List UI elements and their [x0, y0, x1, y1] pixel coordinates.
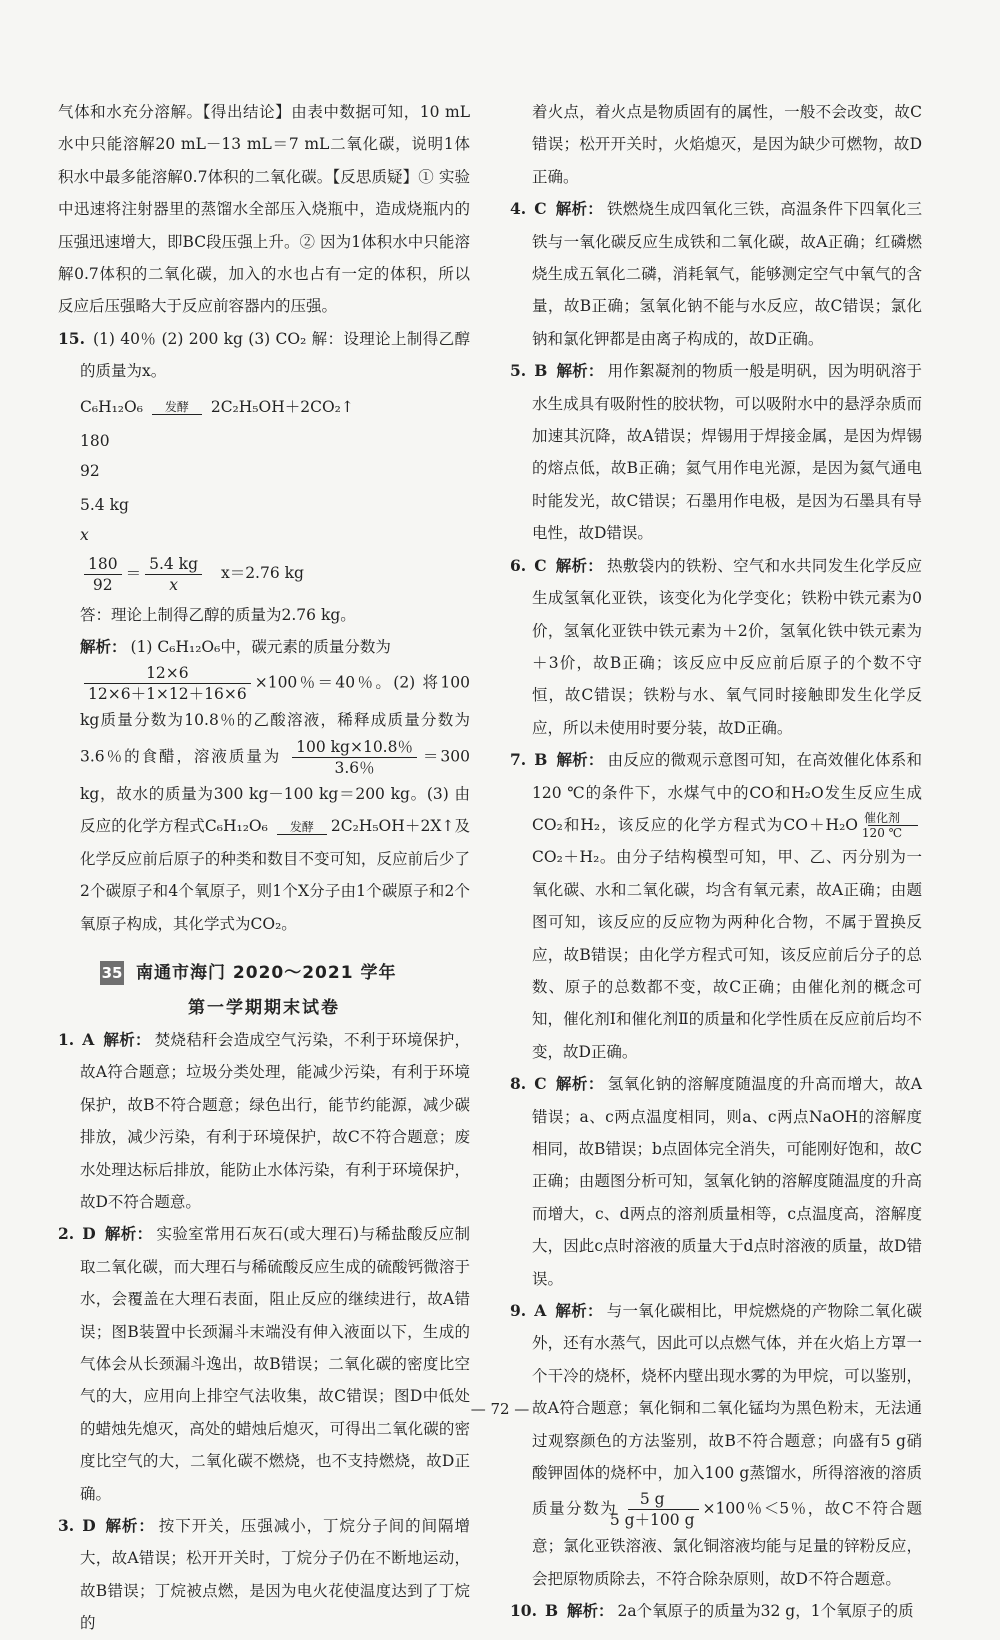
ratio-fraction-1 [84, 554, 122, 595]
question-10 [510, 1595, 922, 1627]
ratio-numerator-2: 5.4 kg [145, 554, 202, 575]
right-column [510, 96, 922, 1628]
question-3-text: 按下开关，压强减小，丁烷分子间的间隔增大，故A错误；松开开关时，丁烷分子仍在不断地运动，故B错误；丁烷被点燃，是因为电火花使温度达到了丁烷的 [80, 1517, 470, 1633]
molar-mass-row [58, 426, 470, 456]
question-7-text-b: CO₂＋H₂。由分子结构模型可知，甲、乙、丙分别为一氧化碳、水和二氧化碳，均含有氧元素，故A正确；由题图可知，该反应的反应物为两种化合物，不属于置换反应，故B错误；由化学方程式可知，该反应前后分子的总数、原子的总数都不变，故C正确；由催化剂的概念可知，催化剂Ⅰ和催化剂Ⅱ的质量和化学性质在反应前后均不变，故D正确。 [532, 848, 922, 1061]
question-number: 6. [510, 555, 527, 575]
question-number: 15. [58, 328, 85, 348]
temperature-label: 120 ℃ [861, 826, 903, 841]
answer-letter: D [82, 1224, 96, 1244]
question-2-text: 实验室常用石灰石(或大理石)与稀盐酸反应制取二氧化碳，而大理石与稀硫酸反应生成的硫酸钙微溶于水，会覆盖在大理石表面，阻止反应的继续进行，故A错误；图B装置中长颈漏斗末端没有伸入液面以下，生成的气体会从长颈漏斗逸出，故B错误；二氧化碳的密度比空气的大，应用向上排空气法收集，故C错误；图D中低处的蜡烛先熄灭，高处的蜡烛后熄灭，可得出二氧化碳的密度比空气的大，二氧化碳不燃烧，也不支持燃烧，故D正确。 [80, 1225, 470, 1503]
analysis-label: 解析： [556, 361, 604, 381]
answer-letter: B [534, 750, 548, 770]
paragraph-continuation: 气体和水充分溶解。【得出结论】由表中数据可知，10 mL水中只能溶解20 mL－13 mL＝7 mL二氧化碳，说明1体积水中最多能溶解0.7体积的二氧化碳。【反思质疑】① 实验中迅速将注射器里的蒸馏水全部压入烧瓶中，造成烧瓶内的压强迅速增大，即BC段压强上升。② 因为1体积水中只能溶解0.7体积的二氧化碳，加入的水也占有一定的体积，所以反应后压强略大于反应前容器内的压强。 [58, 103, 470, 316]
analysis-text-c: ＝300 kg，故水的质量为300 kg－100 kg＝200 kg。(3) 由反应的化学方程式C₆H₁₂O₆ [80, 747, 470, 836]
section-heading [58, 958, 470, 1018]
condition-label: 发酵 [164, 400, 189, 415]
question-9-text-a: 与一氧化碳相比，甲烷燃烧的产物除二氧化碳外，还有水蒸气，因此可以点燃气体，并在火焰上方罩一个干冷的烧杯，烧杯内壁出现水雾的为甲烷，可以鉴别，故A符合题意；氧化铜和二氧化锰均为黑色粉末，无法通过观察颜色的方法鉴别，故B不符合题意；向盛有5 g硝酸钾固体的烧杯中，加入100 g蒸馏水，所得溶液的溶质质量分数为 [532, 1302, 922, 1518]
question-number: 2. [58, 1224, 75, 1244]
condition-label-2: 发酵 [289, 819, 314, 834]
analysis-label: 解析： [555, 555, 604, 575]
molar-mass-row-2 [58, 456, 470, 486]
analysis-text-b: ×100％＝40％。(2) 将100 kg质量分数为10.8％的乙酸溶液，稀释成质量分数为3.6％的食醋，溶液质量为 [80, 673, 470, 766]
answer-letter: B [544, 1601, 559, 1621]
question-number: 9. [510, 1301, 527, 1321]
question-4-text: 铁燃烧生成四氧化三铁，高温条件下四氧化三铁与一氧化碳反应生成铁和二氧化碳，故A正确；红磷燃烧生成五氧化二磷，消耗氧气，能够测定空气中氧气的含量，故B正确；氢氧化钠不能与水反应，故C错误；氯化钠和氯化钾都是由离子构成的，故D正确。 [532, 200, 922, 348]
molar-mass-1: 180 [80, 431, 110, 450]
analysis-label: 解析： [555, 1301, 603, 1321]
question-number: 8. [510, 1074, 527, 1094]
reaction-condition-2 [277, 820, 327, 835]
analysis-label: 解析： [105, 1516, 155, 1535]
given-value-1: 5.4 kg [80, 495, 129, 514]
question-3 [58, 1510, 470, 1640]
question-number: 5. [510, 361, 527, 381]
question-6-text: 热敷袋内的铁粉、空气和水共同发生化学反应生成氢氧化亚铁，该变化为化学变化；铁粉中铁元素为0价，氢氧化亚铁中铁元素为＋2价，氢氧化铁中铁元素为＋3价，故B正确；该反应中反应前后原子的个数不守恒，故C错误；铁粉与水、氧气同时接触即发生化学反应，所以未使用时要分装，故D正确。 [532, 556, 922, 737]
given-value-row-2 [58, 520, 470, 550]
section-title: 南通市海门 2020～2021 学年 [136, 962, 397, 983]
paragraph-continuation: 着火点，着火点是物质固有的属性，一般不会改变，故C错误；松开开关时，火焰熄灭，是因为缺少可燃物，故D正确。 [532, 103, 922, 186]
analysis-label: 解析： [567, 1601, 614, 1621]
proportion-equation: $\frac{180}{92}$ ＝ $\frac{5.4 kg}{x}$ x＝2.76 kg [58, 554, 470, 595]
equation-reactant: C₆H₁₂O₆ [80, 397, 143, 416]
analysis-text-a: (1) C₆H₁₂O₆中，碳元素的质量分数为 [130, 638, 391, 657]
chemical-equation [58, 392, 470, 422]
ratio-fraction-2 [145, 554, 202, 595]
question-4 [510, 193, 922, 355]
analysis-label: 解析： [556, 750, 604, 770]
section-number-badge: 35 [100, 961, 124, 985]
section-subtitle: 第一学期期末试卷 [188, 997, 340, 1018]
analysis-15 [58, 631, 470, 940]
question-number: 3. [58, 1516, 75, 1535]
equation-product: 2C₂H₅OH＋2CO₂↑ [210, 397, 354, 416]
mass-fraction-denominator: 12×6＋1×12＋16×6 [88, 685, 247, 704]
analysis-text-d: 2C₂H₅OH＋2X↑及化学反应前后原子的种类和数目不变可知，反应前后少了2个碳原子和4个氧原子，则1个X分子由1个碳原子和2个氧原子构成，其化学式为CO₂。 [80, 817, 470, 933]
question-15-text: (1) 40％ (2) 200 kg (3) CO₂ 解：设理论上制得乙醇的质量为x。 [80, 329, 470, 381]
question-6 [510, 550, 922, 744]
page-number: — 72 — [470, 1400, 530, 1418]
answer-letter: B [534, 361, 548, 381]
question-number: 7. [510, 750, 527, 770]
answer-letter: C [534, 1074, 547, 1094]
question-10-text: 2a个氧原子的质量为32 g，1个氧原子的质 [617, 1602, 914, 1621]
catalyst-label: 催化剂 [863, 811, 900, 826]
solute-fraction-denominator: 5 g＋100 g [609, 1511, 695, 1530]
question-2 [58, 1218, 470, 1510]
unknown-value: x [80, 525, 89, 544]
catalyst-condition [861, 811, 918, 841]
question-5 [510, 355, 922, 549]
question-5-text: 用作絮凝剂的物质一般是明矾，因为明矾溶于水生成具有吸附性的胶状物，可以吸附水中的悬浮杂质而加速其沉降，故A错误；焊锡用于焊接金属，是因为焊锡的熔点低，故B正确；氦气用作电光源，是因为氦气通电时能发光，故C错误；石墨用作电极，是因为石墨具有导电性，故D错误。 [532, 362, 922, 543]
question-8-text: 氢氧化钠的溶解度随温度的升高而增大，故A错误；a、c两点温度相同，则a、c两点NaOH的溶解度相同，故B错误；b点固体完全消失，可能刚好饱和，故C正确；由题图分析可知，氢氧化钠的溶解度随温度的升高而增大，c、d两点的溶剂质量相等，c点温度高，溶解度大，因此c点时溶液的质量大于d点时溶液的质量，故D错误。 [532, 1075, 922, 1288]
ratio-result: x＝2.76 kg [220, 564, 304, 583]
question-9-text-b: ×100％＜5％，故C不符合题意；氯化亚铁溶液、氯化铜溶液均能与足量的锌粉反应，会把原物质除去，不符合除杂原则，故D不符合题意。 [532, 1499, 922, 1588]
ratio-denominator-1: 92 [92, 575, 113, 594]
ratio-denominator-2: x [169, 575, 178, 594]
analysis-label: 解析： [104, 1224, 153, 1244]
analysis-label: 解析： [555, 1074, 604, 1094]
solute-fraction [609, 1489, 699, 1530]
question-8 [510, 1068, 922, 1295]
answer-letter: C [534, 555, 547, 575]
answer-line: 答：理论上制得乙醇的质量为2.76 kg。 [80, 605, 356, 624]
ratio-numerator-1: 180 [84, 554, 122, 575]
answer-letter: A [534, 1301, 547, 1321]
question-15 [58, 323, 470, 388]
analysis-label: 解析： [103, 1029, 151, 1049]
reaction-line-2 [277, 834, 327, 835]
reaction-line [152, 414, 202, 415]
question-7-text-a: 由反应的微观示意图可知，在高效催化体系和120 ℃的条件下，水煤气中的CO和H₂O发生反应生成CO₂和H₂，该反应的化学方程式为CO＋H₂O [532, 751, 922, 834]
question-number: 1. [58, 1029, 75, 1049]
solute-fraction-numerator: 5 g [628, 1489, 699, 1510]
given-value-row [58, 490, 470, 520]
molar-mass-2: 92 [80, 461, 100, 480]
mass-fraction [84, 663, 251, 704]
mass-fraction-numerator: 12×6 [84, 663, 251, 684]
analysis-label: 解析： [555, 199, 604, 219]
solution-fraction-numerator: 100 kg×10.8％ [292, 737, 417, 758]
reaction-condition [152, 400, 202, 415]
question-1-text: 焚烧秸秆会造成空气污染，不利于环境保护，故A符合题意；垃圾分类处理，能减少污染，有利于环境保护，故B不符合题意；绿色出行，能节约能源，减少碳排放，减少污染，有利于环境保护，故C不符合题意；废水处理达标后排放，能防止水体污染，有利于环境保护，故D不符合题意。 [80, 1030, 470, 1211]
solution-mass-fraction [292, 737, 417, 778]
question-number: 4. [510, 199, 527, 219]
analysis-label: 解析： [80, 637, 127, 657]
question-9 [510, 1295, 922, 1595]
answer-letter: C [534, 199, 547, 219]
answer-letter: D [82, 1516, 96, 1535]
answer-letter: A [82, 1029, 95, 1049]
question-1 [58, 1024, 470, 1218]
solution-fraction-denominator: 3.6％ [334, 758, 375, 777]
question-7 [510, 744, 922, 1068]
question-number: 10. [510, 1601, 537, 1621]
